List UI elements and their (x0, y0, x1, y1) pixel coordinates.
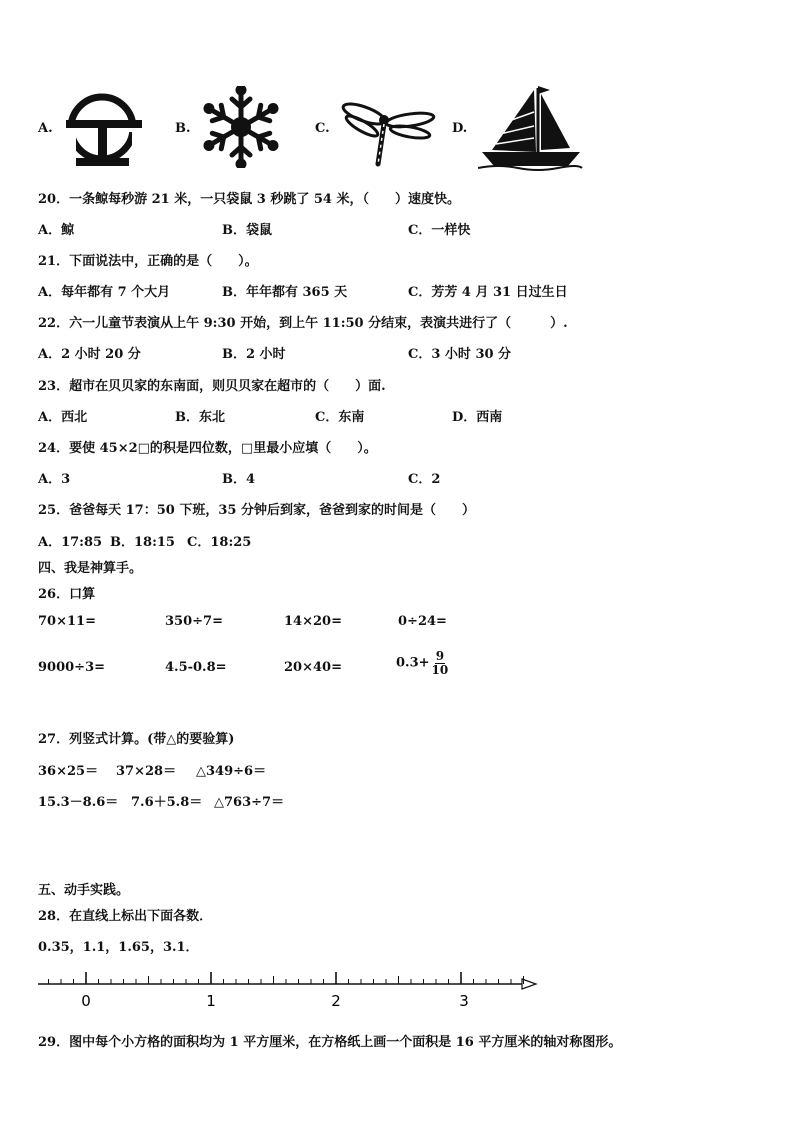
q22-stem: 22．六一儿童节表演从上午 9:30 开始，到上午 11:50 分结束，表演共进行了（ ）. (38, 316, 568, 331)
q27-item: 15.3－8.6＝ (38, 795, 119, 810)
q22-option-a[interactable]: A．2 小时 20 分 (38, 347, 141, 362)
axis-label-2: 2 (331, 992, 341, 1010)
axis-label-3: 3 (459, 992, 469, 1010)
q23-option-b[interactable]: B．东北 (175, 410, 225, 425)
q26-fraction-item (396, 650, 448, 676)
dragonfly-icon[interactable] (340, 90, 436, 168)
q27-stem: 27．列竖式计算。(带△的要验算) (38, 732, 235, 747)
q20-option-b[interactable]: B．袋鼠 (222, 223, 272, 238)
q23-option-c[interactable]: C．东南 (315, 410, 365, 425)
q26-item: 9000÷3= (38, 660, 106, 675)
q21-option-a[interactable]: A．每年都有 7 个大月 (38, 285, 171, 300)
q26-item: 70×11= (38, 614, 96, 629)
q21-stem: 21．下面说法中，正确的是（ ）。 (38, 254, 258, 269)
sailboat-icon[interactable] (478, 82, 584, 172)
q26-stem: 26．口算 (38, 587, 96, 602)
q26-item: 14×20= (284, 614, 342, 629)
q19-option-a-label: A. (38, 121, 53, 136)
axis-label-0: 0 (81, 992, 91, 1010)
q25-option-b[interactable]: B．18:15 (110, 535, 175, 550)
q27-item: 36×25＝ (38, 764, 99, 779)
q24-option-b[interactable]: B．4 (222, 472, 256, 487)
q27-item: 7.6＋5.8＝ (131, 795, 203, 810)
q20-option-c[interactable]: C．一样快 (408, 223, 471, 238)
fraction-prefix: 0.3+ (396, 655, 430, 671)
fraction (432, 650, 449, 676)
q26-item: 350÷7= (165, 614, 223, 629)
q20-stem: 20．一条鲸每秒游 21 米，一只袋鼠 3 秒跳了 54 米，（ ）速度快。 (38, 192, 460, 207)
q24-option-a[interactable]: A．3 (38, 472, 71, 487)
q20-option-a[interactable]: A．鲸 (38, 223, 75, 238)
q25-stem: 25．爸爸每天 17：50 下班，35 分钟后到家，爸爸到家的时间是（ ） (38, 503, 475, 518)
number-line-ticks (49, 972, 524, 984)
q26-item: 0÷24= (398, 614, 447, 629)
q28-stem: 28．在直线上标出下面各数． (38, 909, 213, 924)
q19-option-d-label: D. (452, 121, 468, 136)
q26-item: 20×40= (284, 660, 342, 675)
number-line[interactable] (36, 962, 540, 1010)
q27-item: △349÷6＝ (196, 764, 267, 779)
q28-numbers: 0.35，1.1，1.65，3.1． (38, 940, 199, 955)
q25-option-c[interactable]: C．18:25 (187, 535, 252, 550)
axis-label-1: 1 (206, 992, 216, 1010)
q27-item: △763÷7＝ (214, 795, 285, 810)
snowflake-icon[interactable] (200, 86, 282, 168)
number-line-arrow-icon (522, 979, 536, 989)
q24-option-c[interactable]: C．2 (408, 472, 441, 487)
q22-option-c[interactable]: C．3 小时 30 分 (408, 347, 512, 362)
metro-logo-icon[interactable] (62, 88, 146, 168)
q23-option-a[interactable]: A．西北 (38, 410, 88, 425)
q21-option-c[interactable]: C．芳芳 4 月 31 日过生日 (408, 285, 568, 300)
q26-item: 4.5-0.8= (165, 660, 227, 675)
q27-item: 37×28＝ (116, 764, 177, 779)
fraction-denominator: 10 (431, 662, 449, 677)
q19-option-b-label: B. (175, 121, 191, 136)
q25-option-a[interactable]: A．17:85 (38, 535, 103, 550)
q21-option-b[interactable]: B．年年都有 365 天 (222, 285, 348, 300)
number-line-labels (81, 992, 469, 1010)
section-5-heading: 五、动手实践。 (38, 883, 130, 898)
q23-option-d[interactable]: D．西南 (452, 410, 503, 425)
fraction-numerator: 9 (435, 649, 445, 663)
q22-option-b[interactable]: B．2 小时 (222, 347, 286, 362)
q29-stem: 29．图中每个小方格的面积均为 1 平方厘米，在方格纸上画一个面积是 16 平方厘米的轴对称图形。 (38, 1035, 622, 1050)
q23-stem: 23．超市在贝贝家的东南面，则贝贝家在超市的（ ）面. (38, 379, 386, 394)
q24-stem: 24．要使 45×2□的积是四位数，□里最小应填（ ）。 (38, 441, 377, 456)
q19-option-c-label: C. (315, 121, 330, 136)
section-4-heading: 四、我是神算手。 (38, 561, 143, 576)
